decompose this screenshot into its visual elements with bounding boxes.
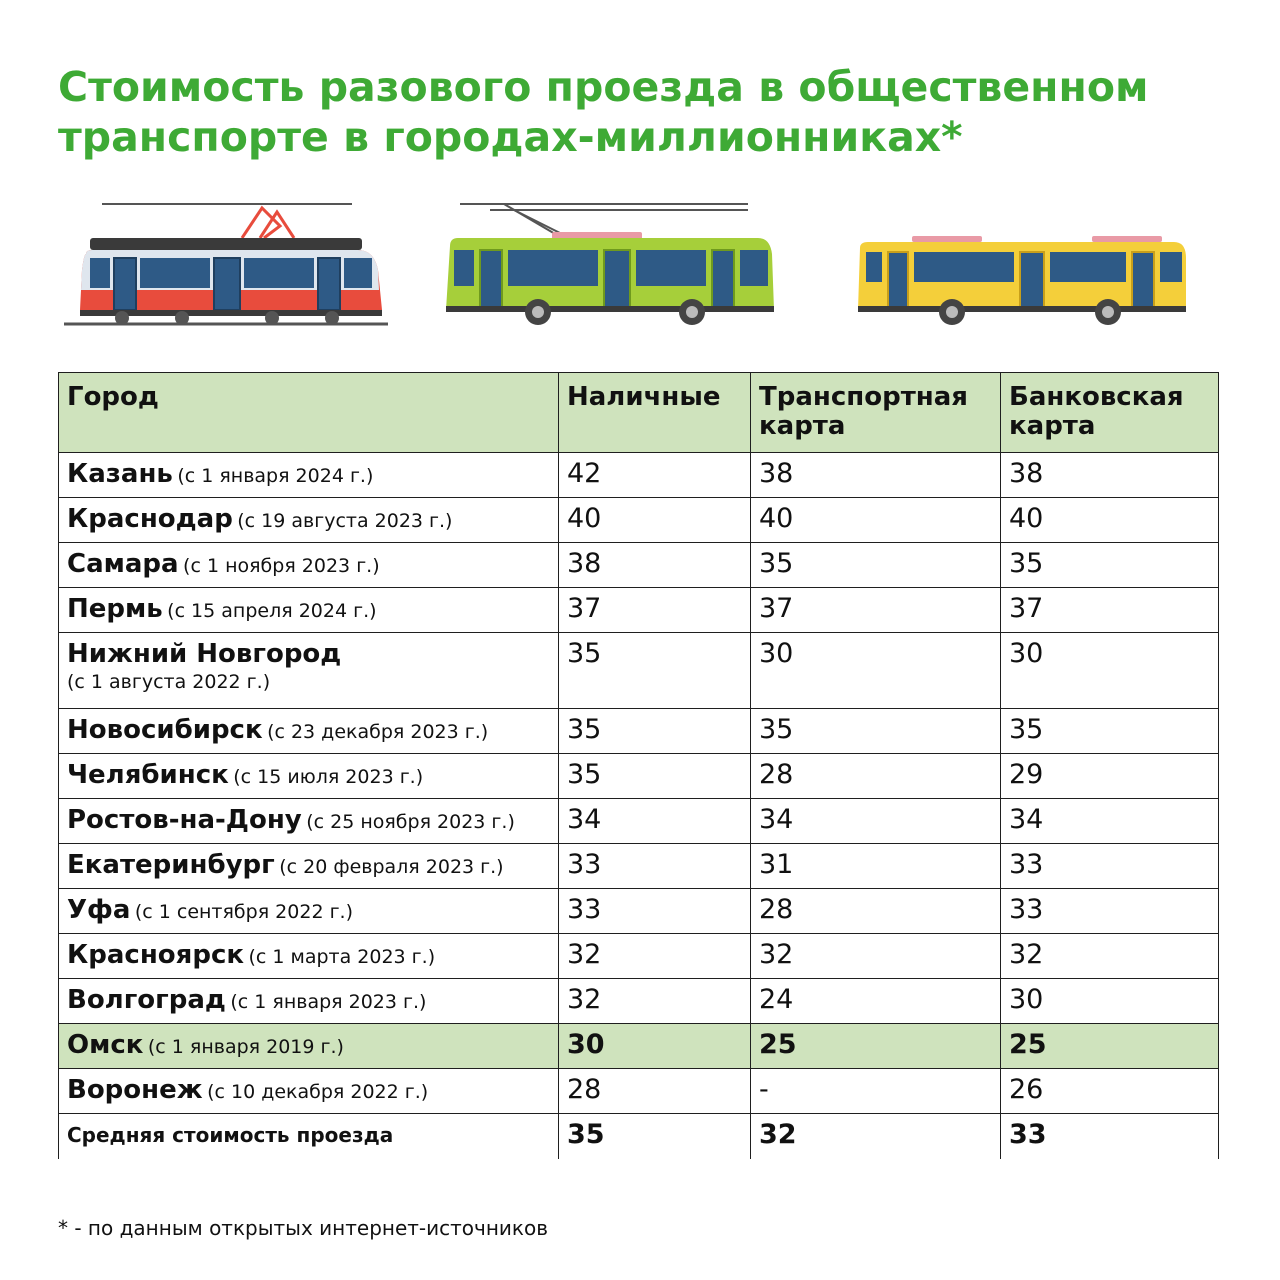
bank-card-cell (1001, 979, 1219, 1024)
transport-card-value: 28 (759, 894, 794, 925)
cash-value: 30 (567, 1029, 605, 1060)
transport-card-value: 32 (759, 939, 794, 970)
transport-card-cell (751, 889, 1001, 934)
bank-card-value: 33 (1009, 849, 1044, 880)
city-cell (59, 1069, 559, 1114)
cash-value: 33 (567, 849, 602, 880)
transport-card-cell (751, 1024, 1001, 1069)
cash-value: 33 (567, 894, 602, 925)
city-cell (59, 754, 559, 799)
city-name: Новосибирск (67, 715, 263, 745)
fare-date: (с 1 января 2019 г.) (147, 1036, 344, 1058)
transport-card-cell (751, 1114, 1001, 1159)
transport-card-value: 34 (759, 804, 794, 835)
bus-icon (852, 230, 1192, 330)
bank-card-value: 33 (1009, 894, 1044, 925)
transport-card-cell (751, 498, 1001, 543)
title-line-1: Стоимость разового проезда в общественном (58, 63, 1149, 111)
table-row-highlighted (59, 1024, 1219, 1069)
city-name: Нижний Новгород (67, 639, 342, 669)
page-title (58, 62, 1238, 162)
average-row (59, 1114, 1219, 1159)
city-name: Уфа (67, 895, 131, 925)
cash-value: 28 (567, 1074, 602, 1105)
table-row (59, 543, 1219, 588)
fare-date: (с 25 ноября 2023 г.) (306, 811, 515, 833)
header-cash: Наличные (559, 373, 751, 453)
cash-cell (559, 633, 751, 709)
bank-card-cell (1001, 709, 1219, 754)
city-cell (59, 498, 559, 543)
cash-value: 35 (567, 714, 602, 745)
city-cell (59, 934, 559, 979)
footnote: * - по данным открытых интернет-источников (58, 1216, 549, 1240)
bank-card-cell (1001, 633, 1219, 709)
transport-card-cell (751, 799, 1001, 844)
bank-card-cell (1001, 588, 1219, 633)
header-bank-card (1001, 373, 1219, 453)
city-cell (59, 1024, 559, 1069)
transport-card-value: - (759, 1074, 769, 1105)
transport-card-value: 28 (759, 759, 794, 790)
transport-card-cell (751, 453, 1001, 498)
cash-cell (559, 754, 751, 799)
cash-cell (559, 934, 751, 979)
transport-card-cell (751, 754, 1001, 799)
transport-card-cell (751, 543, 1001, 588)
bank-card-value: 32 (1009, 939, 1044, 970)
bank-card-cell (1001, 889, 1219, 934)
table-row (59, 709, 1219, 754)
fare-date: (с 1 января 2024 г.) (177, 465, 374, 487)
bank-card-cell (1001, 799, 1219, 844)
cash-cell (559, 709, 751, 754)
table-row (59, 979, 1219, 1024)
cash-cell (559, 453, 751, 498)
table-row (59, 588, 1219, 633)
cash-cell (559, 799, 751, 844)
bank-card-value: 35 (1009, 714, 1044, 745)
bank-card-cell (1001, 1069, 1219, 1114)
cash-value: 38 (567, 548, 602, 579)
table-row (59, 844, 1219, 889)
transport-card-cell (751, 844, 1001, 889)
bank-card-value: 34 (1009, 804, 1044, 835)
transport-card-cell (751, 979, 1001, 1024)
fare-date: (с 15 апреля 2024 г.) (167, 600, 377, 622)
bank-card-value: 30 (1009, 984, 1044, 1015)
average-label: Средняя стоимость проезда (59, 1114, 559, 1159)
header-transport-card-line-2: карта (759, 411, 846, 441)
city-cell (59, 588, 559, 633)
table-row (59, 453, 1219, 498)
city-name: Волгоград (67, 985, 226, 1015)
average-bank-card-value: 33 (1009, 1119, 1047, 1150)
fare-date: (с 20 февраля 2023 г.) (279, 856, 504, 878)
bank-card-cell (1001, 543, 1219, 588)
city-name: Воронеж (67, 1075, 203, 1105)
cash-cell (559, 1024, 751, 1069)
bank-card-value: 37 (1009, 593, 1044, 624)
city-name: Самара (67, 549, 179, 579)
cash-value: 35 (567, 638, 602, 669)
table-row (59, 754, 1219, 799)
bank-card-value: 35 (1009, 548, 1044, 579)
table-row (59, 934, 1219, 979)
cash-value: 37 (567, 593, 602, 624)
city-name: Екатеринбург (67, 850, 275, 880)
header-city: Город (59, 373, 559, 453)
city-name: Краснодар (67, 504, 233, 534)
transport-card-value: 38 (759, 458, 794, 489)
city-cell (59, 979, 559, 1024)
fare-date: (с 1 ноября 2023 г.) (183, 555, 380, 577)
city-cell (59, 543, 559, 588)
transport-card-value: 25 (759, 1029, 797, 1060)
header-transport-card-line-1: Транспортная (759, 382, 968, 412)
transport-card-cell (751, 1069, 1001, 1114)
average-cash-value: 35 (567, 1119, 605, 1150)
fare-date: (с 23 декабря 2023 г.) (267, 721, 489, 743)
bank-card-value: 30 (1009, 638, 1044, 669)
city-cell (59, 633, 559, 709)
transport-card-value: 30 (759, 638, 794, 669)
transport-card-cell (751, 588, 1001, 633)
city-name: Омск (67, 1030, 144, 1060)
fare-date: (с 10 декабря 2022 г.) (207, 1081, 429, 1103)
cash-cell (559, 844, 751, 889)
city-name: Ростов-на-Дону (67, 805, 302, 835)
transport-card-value: 37 (759, 593, 794, 624)
city-name: Красноярск (67, 940, 245, 970)
city-cell (59, 844, 559, 889)
fare-date: (с 15 июля 2023 г.) (233, 766, 424, 788)
header-transport-card (751, 373, 1001, 453)
table-header-row (59, 373, 1219, 453)
bank-card-cell (1001, 1114, 1219, 1159)
city-cell (59, 889, 559, 934)
bank-card-cell (1001, 498, 1219, 543)
bank-card-cell (1001, 754, 1219, 799)
cash-cell (559, 889, 751, 934)
bank-card-cell (1001, 453, 1219, 498)
city-cell (59, 799, 559, 844)
city-cell (59, 453, 559, 498)
header-bank-card-line-1: Банковская (1009, 382, 1184, 412)
bank-card-value: 29 (1009, 759, 1044, 790)
city-name: Пермь (67, 594, 163, 624)
fare-date: (с 1 сентября 2022 г.) (134, 901, 354, 923)
transport-card-cell (751, 709, 1001, 754)
transport-card-value: 35 (759, 714, 794, 745)
vehicle-illustrations (0, 190, 1280, 340)
header-bank-card-line-2: карта (1009, 411, 1096, 441)
bank-card-value: 25 (1009, 1029, 1047, 1060)
cash-cell (559, 1069, 751, 1114)
bank-card-value: 26 (1009, 1074, 1044, 1105)
cash-value: 32 (567, 984, 602, 1015)
cash-cell (559, 543, 751, 588)
title-line-2: транспорте в городах-миллионниках* (58, 113, 963, 161)
bank-card-cell (1001, 934, 1219, 979)
trolleybus-icon (442, 198, 782, 328)
bank-card-value: 38 (1009, 458, 1044, 489)
cash-cell (559, 1114, 751, 1159)
transport-card-value: 35 (759, 548, 794, 579)
bank-card-cell (1001, 844, 1219, 889)
cash-value: 32 (567, 939, 602, 970)
fare-date: (с 1 января 2023 г.) (230, 991, 427, 1013)
city-cell (59, 709, 559, 754)
transport-card-value: 31 (759, 849, 794, 880)
fare-date: (с 1 марта 2023 г.) (248, 946, 436, 968)
transport-card-value: 40 (759, 503, 794, 534)
transport-card-value: 24 (759, 984, 794, 1015)
cash-cell (559, 588, 751, 633)
table-row (59, 1069, 1219, 1114)
cash-value: 34 (567, 804, 602, 835)
transport-card-cell (751, 633, 1001, 709)
city-name: Казань (67, 459, 173, 489)
bank-card-value: 40 (1009, 503, 1044, 534)
cash-value: 40 (567, 503, 602, 534)
table-row (59, 799, 1219, 844)
cash-value: 35 (567, 759, 602, 790)
fare-date: (с 1 августа 2022 г.) (67, 671, 271, 693)
fare-date: (с 19 августа 2023 г.) (237, 510, 453, 532)
table-row (59, 633, 1219, 709)
cash-value: 42 (567, 458, 602, 489)
cash-cell (559, 979, 751, 1024)
table-row (59, 498, 1219, 543)
tram-icon (62, 198, 392, 328)
table-row (59, 889, 1219, 934)
fare-table (58, 372, 1219, 1159)
city-name: Челябинск (67, 760, 229, 790)
transport-card-cell (751, 934, 1001, 979)
cash-cell (559, 498, 751, 543)
average-transport-card-value: 32 (759, 1119, 797, 1150)
bank-card-cell (1001, 1024, 1219, 1069)
